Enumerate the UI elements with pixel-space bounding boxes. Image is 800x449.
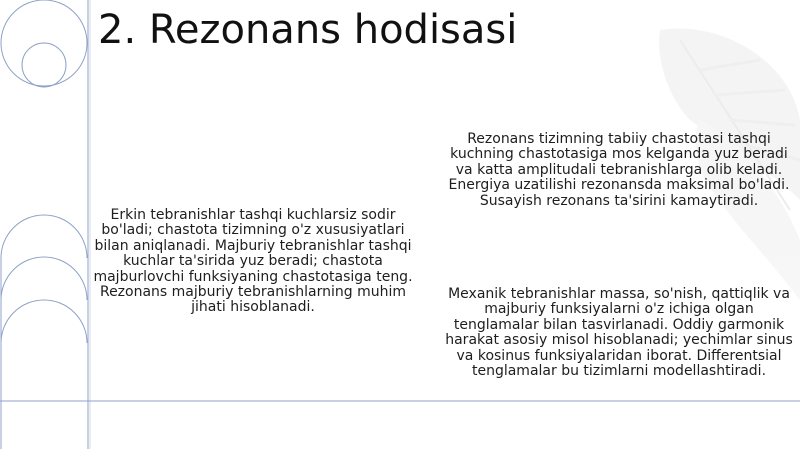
slide-title: 2. Rezonans hodisasi	[98, 7, 518, 53]
free-forced-oscillations-text: Erkin tebranishlar tashqi kuchlarsiz sodir bo'ladi; chastota tizimning o'z xususiyatlari bilan aniqlanadi. Majburiy tebranishlar tashqi kuchlar ta'sirida yuz beradi; chastota majburlovchi funksiyaning chastotasiga teng. Rezonans majburiy tebranishlarning muhim jihati hisoblanadi.	[93, 207, 413, 316]
arch-outline	[1, 215, 87, 258]
mechanical-oscillations-text: Mexanik tebranishlar massa, so'nish, qattiqlik va majburiy funksiyalarni o'z ichiga olgan tenglamalar bilan tasvirlanadi. Oddiy garmonik harakat asosiy misol hisoblanadi; yechimlar sinus va kosinus funksiyalaridan iborat. Differentsial tenglamalar bu tizimlarni modellashtiradi.	[445, 286, 793, 380]
resonance-definition-text: Rezonans tizimning tabiiy chastotasi tashqi kuchning chastotasiga mos kelganda yuz beradi va katta amplitudali tebranishlarga olib keladi. Energiya uzatilishi rezonansda maksimal bo'ladi. Susayish rezonans ta'sirini kamaytiradi.	[448, 131, 790, 209]
small-circle-outline	[22, 43, 66, 87]
arch-outline	[1, 257, 87, 300]
arch-outline	[1, 300, 87, 343]
